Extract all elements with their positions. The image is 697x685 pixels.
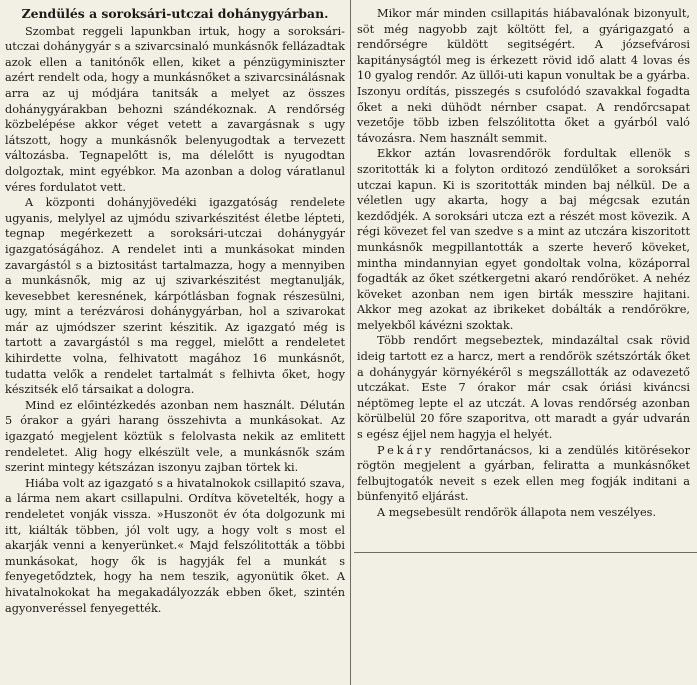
paragraph-text: rendőrtanácsos, ki a zendülés kitörésekor rögtön megjelent a gyárban, feliratta a munkásnőket felbujtogatók neveit s ezek ellen meg fogják inditani a bünfenyitő eljárást.	[357, 443, 690, 504]
paragraph: Több rendőrt megsebeztek, mindazáltal csak rövid ideig tartott ez a harcz, mert a rendőrök szétszórták őket a dohánygyár környékéről s megszállották az odavezető utczákat. Este 7 órakor már csak óriási kiváncsi néptömeg lepte el az utczát. A lovas rendőrség azonban körülbelül 20 főre szaporitva, ott maradt a gyár udvarán s egész éjjel nem hagyja el helyét.	[357, 334, 690, 442]
paragraph: Ekkor aztán lovasrendőrök fordultak ellenök s szoritották ki a folyton orditozó zendülőket a soroksári utczai kapun. Ki is szoritották minden baj nélkül. De a véletlen ugy akarta, hogy a baj mégcsak ezután kezdődjék. A soroksári utcza ezt a részét most kövezik. A régi kövezet fel van szedve s a mint az utczára kiszoritott munkásnők megpillantották a szerte heverő köveket, mintha mindannyian egyet gondoltak volna, közáporral fogadták az őket szétkergetni akaró rendőröket. A nehéz köveket azonban nem igen birták messzire hajitani. Akkor meg azokat az ibrikeket dobálták a rendőrökre, melyekből kávézni szoktak.	[357, 147, 690, 332]
left-column	[5, 6, 345, 616]
article-end-rule	[354, 552, 697, 553]
paragraph: Mind ez előintézkedés azonban nem használt. Délután 5 órakor a gyári harang összehivta a munkásokat. Az igazgató megjelent köztük s felolvasta nekik az emlitett rendeletet. Alig hogy elkészült vele, a munkásnők szám szerint mintegy kétszázan iszonyu zajban törtek ki.	[5, 398, 345, 475]
column-divider	[350, 0, 351, 685]
paragraph: A központi dohányjövedéki igazgatóság rendelete ugyanis, melylyel az ujmódu szivarkészitést életbe lépteti, tegnap megérkezett a soroksári-utczai dohánygyár igazgatóságához. A rendelet inti a munkásokat minden zavargástól s a biztositást tartalmazza, hogy a mennyiben a munkásnők, mig az uj szivarkészitést megtanulják, kevesebbet keresnének, kárpótlásban fognak részesülni, ugy, mint a terézvárosi dohánygyárban, hol a szivarokat már az ujmódszer szerint készitik. Az igazgató még is tartott a zavargástól s ma reggel, mielőtt a rendeletet kihirdette volna, felhivatott magához 16 munkásnőt, tudatta velők a rendelet tartalmát s felhivta őket, hogy készitsék elő társaikat a dologra.	[5, 196, 345, 397]
person-name: Pekáry	[377, 443, 435, 457]
paragraph: Hiába volt az igazgató s a hivatalnokok csillapitó szava, a lárma nem akart csillapulni. Ordítva követelték, hogy a rendeletet vonják vissza. »Huszonöt év óta dolgozunk mi itt, kiálták többen, jól volt ugy, a hogy volt s most el akarják venni a kenyerünket.« Majd felszólitották a többi munkásokat, hogy ők is hagyják fel a munkát s fenyegetődztek, hogy ha nem teszik, agyonütik őket. A hivatalnokokat ha megakadályozzák ebben őket, szintén agyonveréssel fenyegették.	[5, 476, 345, 615]
paragraph: Szombat reggeli lapunkban irtuk, hogy a soroksári-utczai dohánygyár s a szivarcsinaló munkásnők fellázadtak azok ellen a tanitónők ellen, kiket a pénzügyminiszter azért rendelt oda, hogy a munkásnőket a szivarcsinálásnak arra az uj módjára tanitsák a melyet az összes dohánygyárakban behozni szándékoznak. A rendőrség közbelépése akkor véget vetett a zavargásnak s ugy látszott, hogy a munkásnők belenyugodtak a tervezett változásba. Tegnapelőtt is, ma délelőtt is nyugodtan dolgoztak, mint egyébkor. Ma azonban a dolog váratlanul véres fordulatot vett.	[5, 24, 345, 194]
right-column	[357, 6, 690, 521]
paragraph: Mikor már minden csillapitás hiábavalónak bizonyult, söt még nagyobb zajt költött fel, a gyárigazgató a rendőrségre küldött segitségért. A józsefvárosi kapitányságtól meg is érkezett rövid idő alatt 4 lovas és 10 gyalog rendőr. Az üllői-uti kapun vonultak be a gyárba. Iszonyu ordítás, pisszegés s csufolódó szavakkal fogadta őket a neki dühödt nérnber csapat. A rendőrcsapat vezetője több izben felszólitotta őket a gyárból való távozásra. Nem használt semmit.	[357, 7, 690, 145]
article-title: Zendülés a soroksári-utczai dohánygyárban.	[21, 6, 329, 21]
paragraph	[357, 443, 690, 505]
paragraph: A megsebesült rendőrök állapota nem veszélyes.	[377, 506, 657, 519]
